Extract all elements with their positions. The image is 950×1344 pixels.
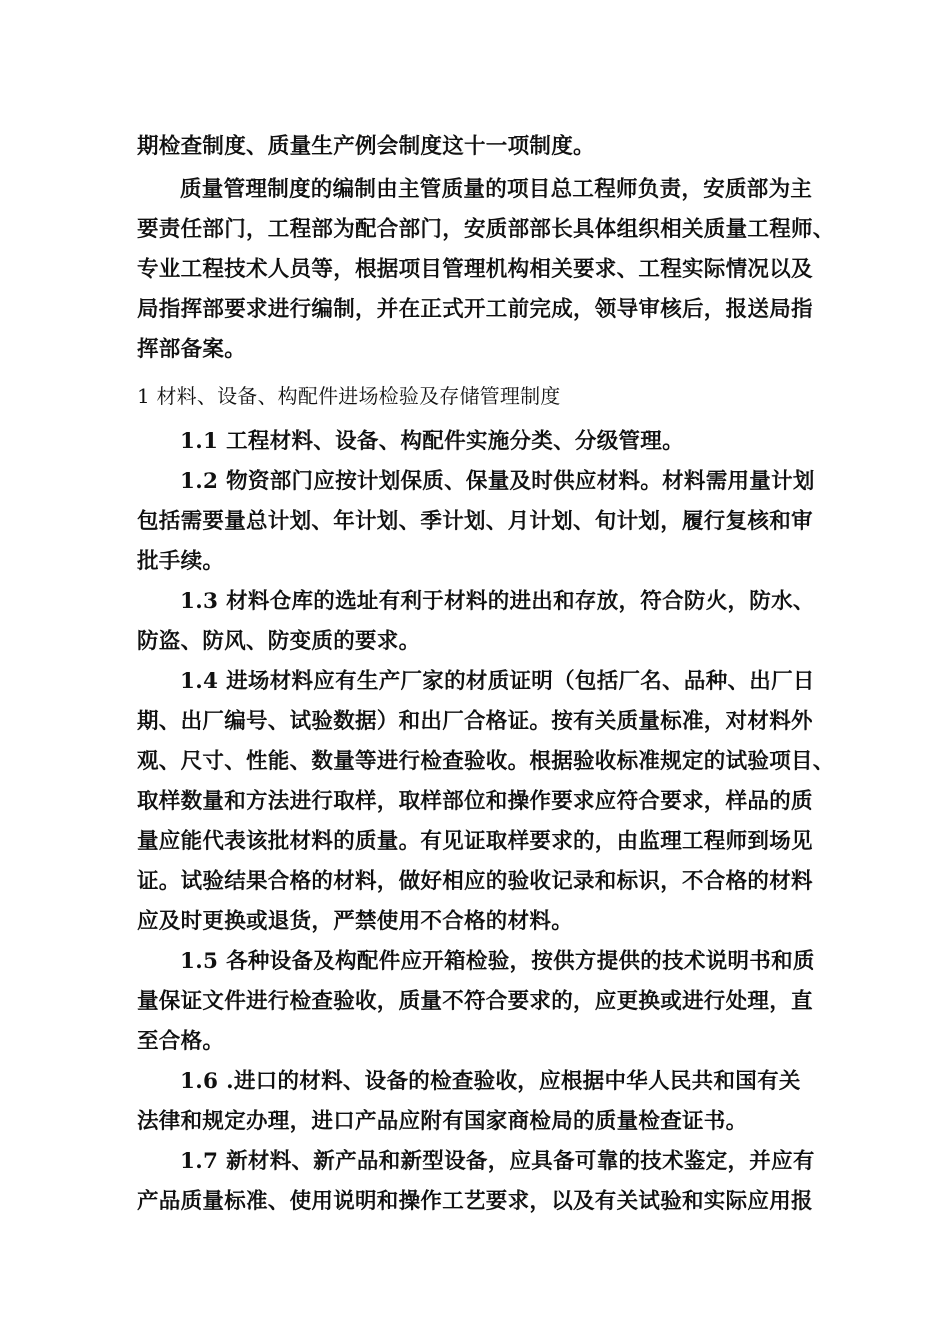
paragraph-first-line: 1.7 新材料、新产品和新型设备，应具备可靠的技术鉴定，并应有	[180, 1149, 815, 1174]
text-line: 包括需要量总计划、年计划、季计划、月计划、旬计划，履行复核和审	[137, 509, 813, 534]
paragraph-first-line: 1.6 .进口的材料、设备的检查验收，应根据中华人民共和国有关	[180, 1069, 801, 1094]
text-line: 期、出厂编号、试验数据）和出厂合格证。按有关质量标准，对材料外	[137, 709, 813, 734]
paragraph-first-line: 1.4 进场材料应有生产厂家的材质证明（包括厂名、品种、出厂日	[180, 669, 815, 694]
paragraph-first-line: 1.2 物资部门应按计划保质、保量及时供应材料。材料需用量计划	[180, 469, 815, 494]
paragraph-first-line: 1.5 各种设备及构配件应开箱检验，按供方提供的技术说明书和质	[180, 949, 815, 974]
text-line: 产品质量标准、使用说明和操作工艺要求，以及有关试验和实际应用报	[137, 1189, 813, 1214]
text-line: 证。试验结果合格的材料，做好相应的验收记录和标识，不合格的材料	[137, 869, 813, 894]
paragraph-first-line: 1.1 工程材料、设备、构配件实施分类、分级管理。	[180, 429, 684, 454]
paragraph-first-line: 1.3 材料仓库的选址有利于材料的进出和存放，符合防火，防水、	[180, 589, 815, 614]
paragraph-first-line: 质量管理制度的编制由主管质量的项目总工程师负责，安质部为主	[180, 177, 813, 202]
text-line: 量保证文件进行检查验收，质量不符合要求的，应更换或进行处理，直	[137, 989, 813, 1014]
text-line: 应及时更换或退货，严禁使用不合格的材料。	[137, 909, 574, 934]
text-line: 批手续。	[137, 549, 225, 574]
text-line: 量应能代表该批材料的质量。有见证取样要求的，由监理工程师到场见	[137, 829, 813, 854]
section-heading: 1 材料、设备、构配件进场检验及存储管理制度	[137, 384, 561, 408]
text-line: 取样数量和方法进行取样，取样部位和操作要求应符合要求，样品的质	[137, 789, 813, 814]
text-line: 法律和规定办理，进口产品应附有国家商检局的质量检查证书。	[137, 1109, 748, 1134]
text-line: 要责任部门，工程部为配合部门，安质部部长具体组织相关质量工程师、	[137, 217, 835, 242]
text-line: 挥部备案。	[137, 337, 247, 362]
text-line: 防盗、防风、防变质的要求。	[137, 629, 421, 654]
text-line: 观、尺寸、性能、数量等进行检查验收。根据验收标准规定的试验项目、	[137, 749, 835, 774]
text-line: 局指挥部要求进行编制，并在正式开工前完成，领导审核后，报送局指	[137, 297, 813, 322]
text-line: 至合格。	[137, 1029, 225, 1054]
text-line: 期检查制度、质量生产例会制度这十一项制度。	[137, 134, 595, 159]
text-line: 专业工程技术人员等，根据项目管理机构相关要求、工程实际情况以及	[137, 257, 813, 282]
